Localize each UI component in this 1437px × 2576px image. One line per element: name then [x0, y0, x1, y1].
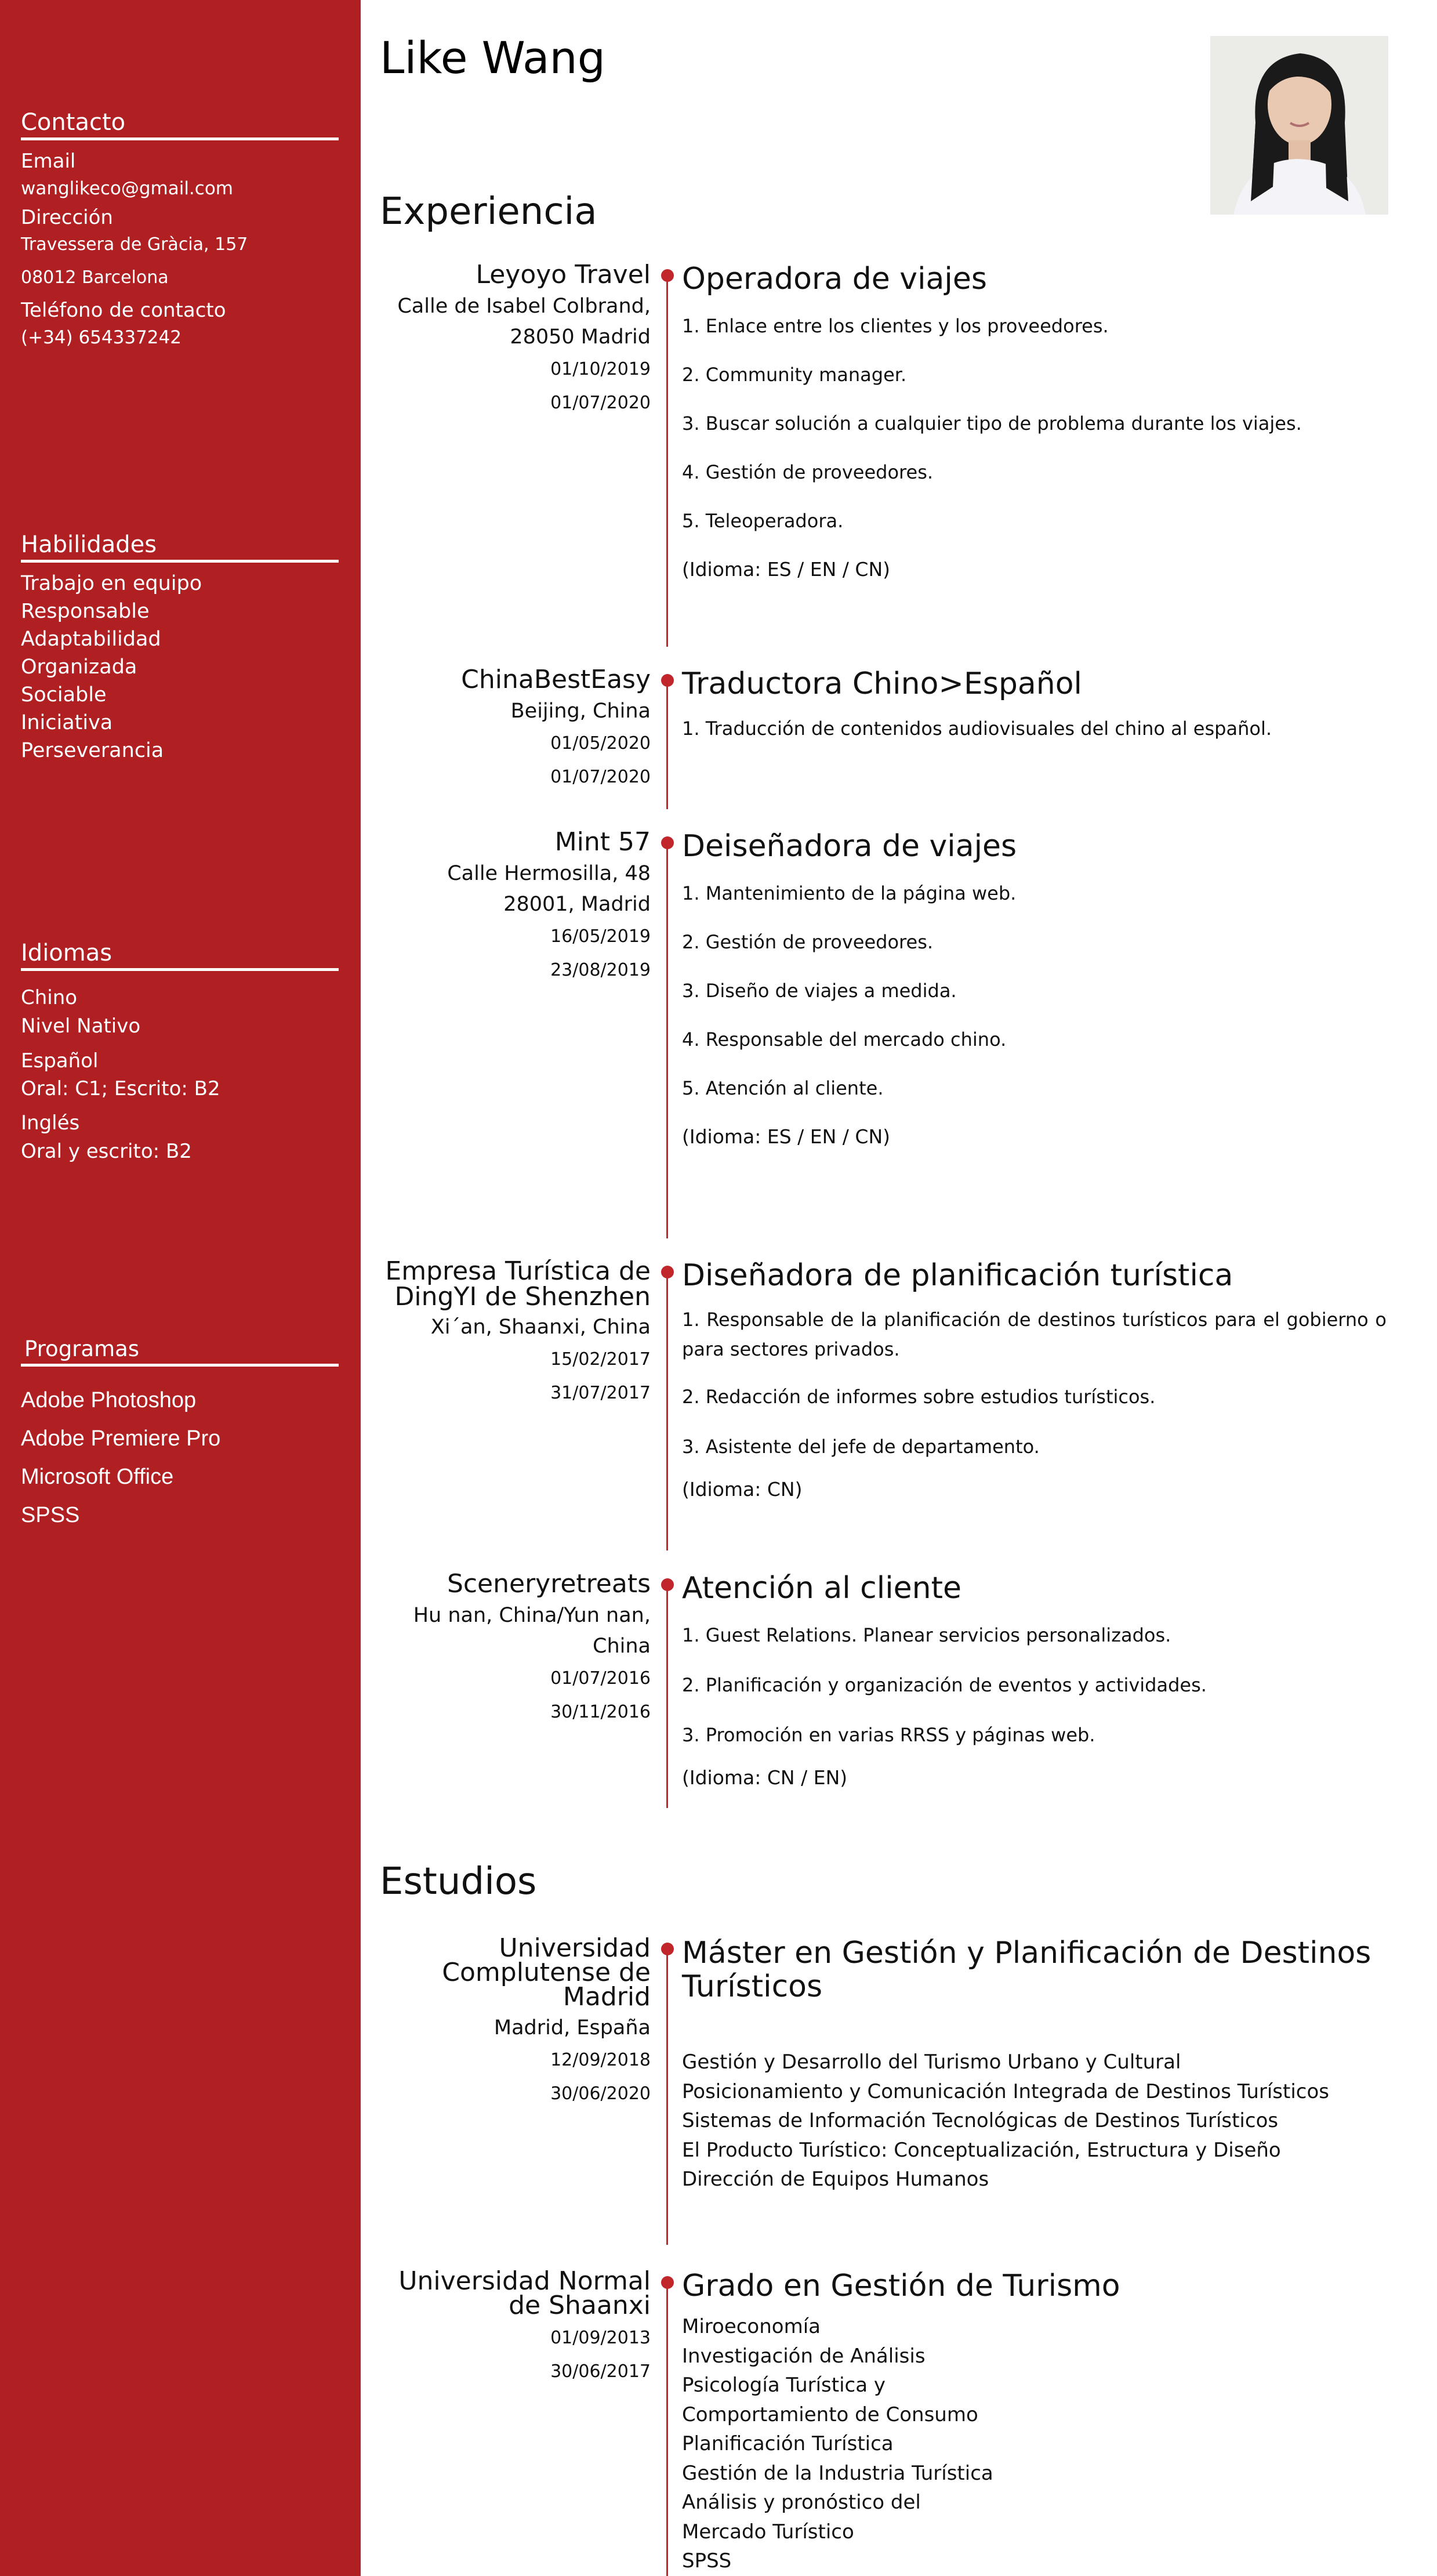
end-date: 30/11/2016 [550, 1702, 651, 1722]
timeline-line [666, 1585, 668, 1808]
address-line2: 08012 Barcelona [21, 267, 169, 288]
duty: 4. Responsable del mercado chino. [682, 1028, 1007, 1050]
education-meta [371, 1933, 651, 2111]
skills-list [21, 570, 202, 765]
end-date: 23/08/2019 [550, 960, 651, 980]
course-item: Comportamiento de Consumo [682, 2403, 978, 2426]
experience-detail [682, 667, 1387, 741]
duty: 2. Planificación y organización de eventos y actividades. [682, 1674, 1207, 1696]
timeline-line [666, 1272, 668, 1550]
email-value[interactable]: wanglikeco@gmail.com [21, 178, 233, 199]
language-level: Oral y escrito: B2 [21, 1140, 192, 1163]
duty: 1. Enlace entre los clientes y los proveedores. [682, 315, 1109, 337]
duty: 5. Teleoperadora. [682, 510, 844, 532]
timeline-line [666, 276, 668, 647]
start-date: 16/05/2019 [550, 926, 651, 947]
school-name: Universidad Complutense de Madrid [442, 1933, 651, 2012]
company-address: Hu nan, China/Yun nan, China [413, 1604, 651, 1658]
course-item: Gestión de la Industria Turística [682, 2461, 993, 2485]
end-date: 30/06/2020 [550, 2084, 651, 2104]
course-item: Dirección de Equipos Humanos [682, 2168, 989, 2191]
timeline-dot [661, 1578, 674, 1591]
course-item: Sistemas de Información Tecnológicas de Destinos Turísticos [682, 2109, 1279, 2132]
experience-detail [682, 262, 1387, 582]
language-name: Inglés [21, 1111, 80, 1135]
timeline-dot [661, 269, 674, 282]
duty: 4. Gestión de proveedores. [682, 461, 934, 483]
course-item: Posicionamiento y Comunicación Integrada de Destinos Turísticos [682, 2079, 1330, 2103]
timeline-dot [661, 1943, 674, 1955]
address-label: Dirección [21, 206, 113, 229]
job-languages: (Idioma: ES / EN / CN) [682, 558, 891, 581]
skill-item: Adaptabilidad [21, 628, 161, 651]
experience-meta [371, 1571, 651, 1729]
start-date: 01/07/2016 [550, 1668, 651, 1689]
language-name: Español [21, 1049, 99, 1073]
company-address: Beijing, China [510, 700, 651, 723]
experience-detail [682, 1259, 1387, 1502]
job-languages: (Idioma: CN / EN) [682, 1766, 848, 1789]
skill-item: Sociable [21, 683, 107, 707]
timeline-line [666, 843, 668, 1238]
education-heading: Estudios [380, 1860, 537, 1903]
programs-list [21, 1381, 220, 1534]
language-name: Chino [21, 986, 78, 1009]
job-languages: (Idioma: ES / EN / CN) [682, 1125, 891, 1148]
course-list [682, 2312, 1387, 2576]
program-item: Adobe Photoshop [21, 1388, 197, 1412]
timeline-dot [661, 1266, 674, 1278]
timeline-line [666, 2282, 668, 2576]
education-detail [682, 1936, 1387, 2194]
course-item: Análisis y pronóstico del [682, 2491, 921, 2514]
education-meta [371, 2266, 651, 2389]
duty: 3. Buscar solución a cualquier tipo de problema durante los viajes. [682, 412, 1302, 434]
course-item: Investigación de Análisis [682, 2344, 926, 2368]
experience-detail [682, 1571, 1387, 1791]
course-list [682, 2048, 1387, 2194]
course-item: Psicología Turística y [682, 2374, 886, 2397]
candidate-name: Like Wang [380, 32, 605, 84]
company-address: Calle Hermosilla, 48 28001, Madrid [447, 862, 651, 916]
languages-heading: Idiomas [21, 940, 339, 971]
sidebar [0, 0, 361, 2576]
company-name: Mint 57 [554, 827, 651, 857]
job-title: Deiseñadora de viajes [682, 829, 1017, 864]
course-item: Miroeconomía [682, 2315, 821, 2338]
company-name: Empresa Turística de DingYI de Shenzhen [385, 1256, 651, 1311]
end-date: 01/07/2020 [550, 767, 651, 787]
course-item: Planificación Turística [682, 2432, 894, 2455]
address-line1: Travessera de Gràcia, 157 [21, 234, 248, 255]
phone-value[interactable]: (+34) 654337242 [21, 327, 182, 348]
company-address: Xi´an, Shaanxi, China [430, 1316, 651, 1339]
degree-title: Máster en Gestión y Planificación de Destinos Turísticos [682, 1936, 1371, 2004]
company-name: Sceneryretreats [447, 1569, 651, 1599]
phone-label: Teléfono de contacto [21, 299, 226, 322]
skills-heading: Habilidades [21, 531, 339, 563]
duty: 3. Asistente del jefe de departamento. [682, 1436, 1040, 1458]
company-name: Leyoyo Travel [476, 260, 651, 289]
start-date: 12/09/2018 [550, 2050, 651, 2070]
course-item: Gestión y Desarrollo del Turismo Urbano y Cultural [682, 2050, 1181, 2074]
start-date: 15/02/2017 [550, 1349, 651, 1369]
duty: 5. Atención al cliente. [682, 1077, 884, 1099]
job-title: Traductora Chino>Español [682, 666, 1082, 701]
skill-item: Responsable [21, 600, 150, 623]
company-address: Calle de Isabel Colbrand, 28050 Madrid [397, 295, 651, 349]
experience-heading: Experiencia [380, 190, 597, 233]
course-item: Mercado Turístico [682, 2520, 854, 2544]
program-item: Microsoft Office [21, 1465, 174, 1489]
experience-meta [371, 667, 651, 794]
company-name: ChinaBestEasy [461, 665, 651, 694]
course-item: El Producto Turístico: Conceptualización, Estructura y Diseño [682, 2138, 1281, 2162]
duty: 1. Guest Relations. Planear servicios personalizados. [682, 1624, 1171, 1646]
start-date: 01/05/2020 [550, 733, 651, 753]
duty: 3. Promoción en varias RRSS y páginas web. [682, 1724, 1095, 1746]
education-detail [682, 2269, 1387, 2576]
portrait-image [1210, 36, 1388, 215]
duty: 1. Mantenimiento de la página web. [682, 882, 1017, 904]
timeline-line [666, 680, 668, 809]
start-date: 01/10/2019 [550, 359, 651, 379]
duty: 1. Traducción de contenidos audiovisuales del chino al español. [682, 718, 1272, 740]
program-item: SPSS [21, 1503, 80, 1527]
duty: 3. Diseño de viajes a medida. [682, 980, 957, 1002]
duty: 2. Gestión de proveedores. [682, 931, 934, 953]
job-languages: (Idioma: CN) [682, 1478, 803, 1501]
skill-item: Organizada [21, 655, 137, 679]
job-title: Atención al cliente [682, 1571, 961, 1606]
skill-item: Perseverancia [21, 739, 164, 762]
program-item: Adobe Premiere Pro [21, 1426, 221, 1451]
language-level: Oral: C1; Escrito: B2 [21, 1077, 220, 1100]
degree-title: Grado en Gestión de Turismo [682, 2269, 1120, 2303]
timeline-dot [661, 674, 674, 687]
job-title: Operadora de viajes [682, 262, 987, 296]
email-label: Email [21, 150, 76, 173]
end-date: 01/07/2020 [550, 393, 651, 413]
programs-heading: Programas [21, 1337, 339, 1367]
timeline-dot [661, 2276, 674, 2289]
experience-detail [682, 829, 1387, 1150]
job-title: Diseñadora de planificación turística [682, 1258, 1233, 1293]
experience-meta [371, 1256, 651, 1410]
school-name: Universidad Normal de Shaanxi [398, 2266, 651, 2320]
language-level: Nivel Nativo [21, 1015, 141, 1038]
experience-meta [371, 262, 651, 420]
start-date: 01/09/2013 [550, 2328, 651, 2348]
duty: 2. Community manager. [682, 364, 907, 386]
duty: 2. Redacción de informes sobre estudios turísticos. [682, 1386, 1156, 1408]
end-date: 31/07/2017 [550, 1383, 651, 1403]
profile-photo [1210, 36, 1388, 215]
experience-meta [371, 829, 651, 987]
course-item: SPSS [682, 2549, 732, 2573]
school-location: Madrid, España [493, 2016, 651, 2039]
end-date: 30/06/2017 [550, 2361, 651, 2382]
timeline-dot [661, 836, 674, 849]
skill-item: Iniciativa [21, 711, 113, 734]
timeline-line [666, 1949, 668, 2245]
contact-heading: Contacto [21, 109, 339, 140]
skill-item: Trabajo en equipo [21, 572, 202, 595]
duty: 1. Responsable de la planificación de destinos turísticos para el gobierno o para sectores privados. [682, 1309, 1387, 1360]
